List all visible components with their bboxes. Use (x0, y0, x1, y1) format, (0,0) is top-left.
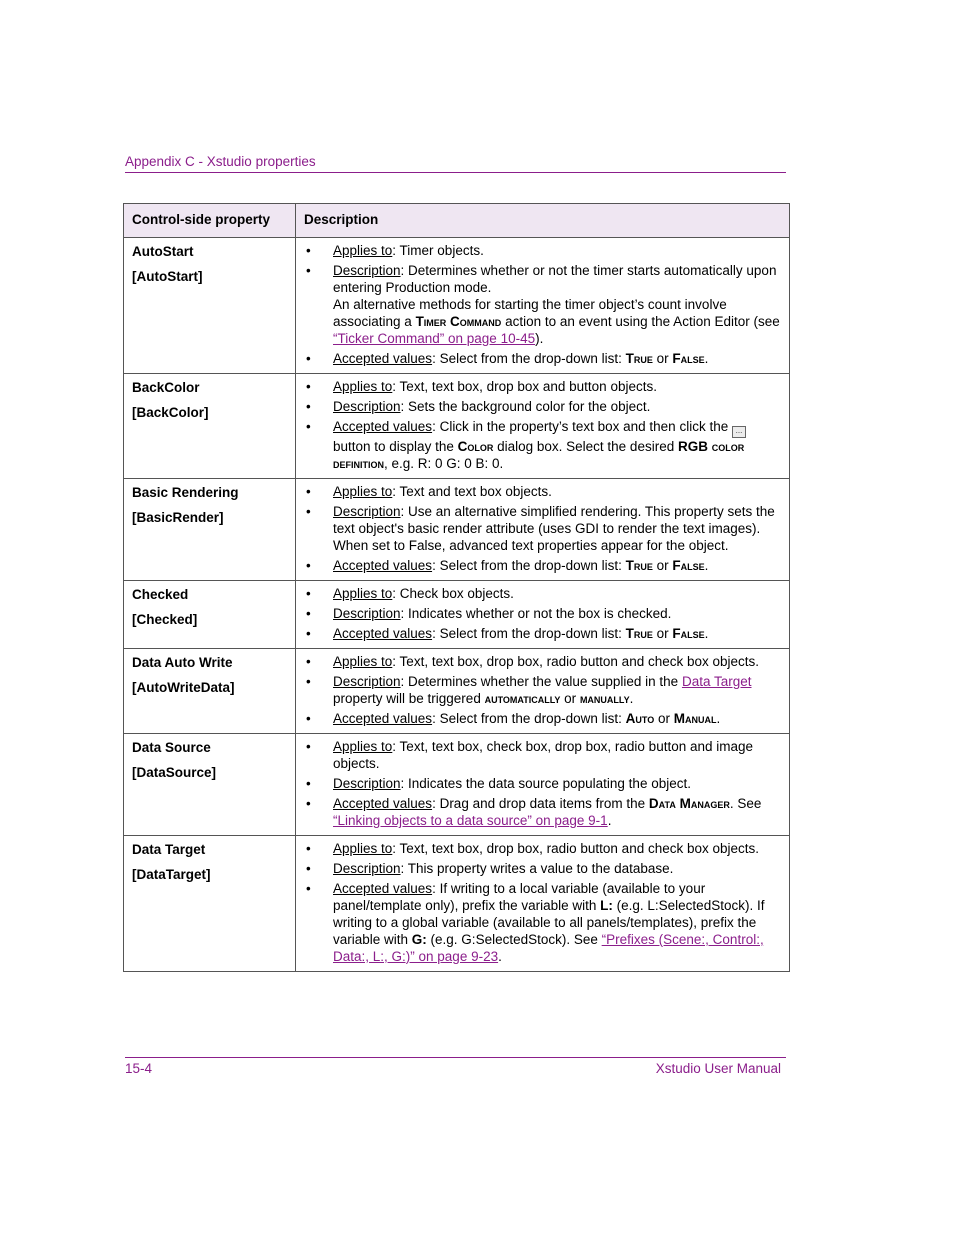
description-cell (296, 479, 790, 581)
description-label: Description (333, 606, 401, 621)
applies-label: Applies to (333, 654, 393, 669)
description-cell (296, 734, 790, 836)
cross-reference-link[interactable]: “Ticker Command” on page 10-45 (333, 331, 536, 346)
description-cell (296, 581, 790, 649)
list-item: • Description: Indicates whether or not the box is checked. (304, 605, 781, 622)
property-cell (124, 238, 296, 374)
table-row (124, 238, 790, 374)
table-row (124, 581, 790, 649)
accepted-label: Accepted values (333, 419, 433, 434)
accepted-label: Accepted values (333, 626, 433, 641)
property-cell (124, 581, 296, 649)
list-item: • Applies to: Text, text box, drop box and button objects. (304, 378, 781, 395)
list-item: • Applies to: Text, text box, drop box, radio button and check box objects. (304, 653, 781, 670)
description-cell (296, 374, 790, 479)
property-cell (124, 479, 296, 581)
property-code: [DataSource] (132, 765, 217, 780)
manual-title: Xstudio User Manual (655, 1061, 781, 1076)
property-code: [AutoStart] (132, 269, 203, 284)
list-item: • Accepted values: Select from the drop-down list: Auto or Manual. (304, 710, 781, 727)
property-name: BackColor (132, 380, 200, 395)
applies-label: Applies to (333, 586, 393, 601)
property-cell (124, 836, 296, 972)
list-item: • Accepted values: If writing to a local variable (available to your panel/template only), prefix the variable with L: (e.g. L:SelectedStock). If writing to a global variable (available to all panels/templates), prefix the variable with G: (e.g. G:SelectedStock). See “Prefixes (Scene:, Control:, Data:, L:, G:)” on page 9-23. (304, 880, 781, 965)
cross-reference-link[interactable]: “Linking objects to a data source” on page 9-1 (333, 813, 608, 828)
list-item: • Applies to: Check box objects. (304, 585, 781, 602)
property-code: [Checked] (132, 612, 198, 627)
accepted-label: Accepted values (333, 558, 433, 573)
table-row (124, 734, 790, 836)
running-header: Appendix C - Xstudio properties (125, 154, 316, 169)
property-name: Data Auto Write (132, 655, 233, 670)
list-item: • Description: Determines whether or not the timer starts automatically upon entering Production mode. An alternative methods for starting the timer object’s count involve associating a Timer Command action to an event using the Action Editor (see “Ticker Command” on page 10-45). (304, 262, 781, 347)
property-cell (124, 734, 296, 836)
list-item: • Applies to: Text and text box objects. (304, 483, 781, 500)
list-item: • Accepted values: Drag and drop data items from the Data Manager. See “Linking objects to a data source” on page 9-1. (304, 795, 781, 829)
column-header-property: Control-side property (124, 204, 296, 238)
applies-label: Applies to (333, 739, 393, 754)
accepted-label: Accepted values (333, 711, 433, 726)
list-item: • Applies to: Timer objects. (304, 242, 781, 259)
accepted-label: Accepted values (333, 351, 433, 366)
list-item: • Description: Determines whether the value supplied in the Data Target property will be triggered automatically or manually. (304, 673, 781, 707)
property-code: [DataTarget] (132, 867, 211, 882)
accepted-label: Accepted values (333, 796, 433, 811)
column-header-description: Description (296, 204, 790, 238)
property-code: [AutoWriteData] (132, 680, 235, 695)
description-cell (296, 238, 790, 374)
properties-table (123, 203, 790, 972)
applies-label: Applies to (333, 484, 393, 499)
footer-divider (125, 1057, 786, 1058)
header-divider (125, 172, 786, 173)
property-cell (124, 649, 296, 734)
property-name: AutoStart (132, 244, 194, 259)
description-label: Description (333, 399, 401, 414)
table-row (124, 479, 790, 581)
table-row (124, 374, 790, 479)
property-name: Data Target (132, 842, 206, 857)
list-item: • Accepted values: Select from the drop-down list: True or False. (304, 557, 781, 574)
table-header-row (124, 204, 790, 238)
list-item: • Description: Sets the background color for the object. (304, 398, 781, 415)
table-row (124, 836, 790, 972)
description-label: Description (333, 504, 401, 519)
list-item: • Applies to: Text, text box, drop box, radio button and check box objects. (304, 840, 781, 857)
list-item: • Accepted values: Select from the drop-down list: True or False. (304, 350, 781, 367)
list-item: • Accepted values: Select from the drop-down list: True or False. (304, 625, 781, 642)
list-item: • Accepted values: Click in the property’s text box and then click the ... button to display the Color dialog box. Select the desired RGB color definition, e.g. R: 0 G: 0 B: 0. (304, 418, 781, 472)
description-label: Description (333, 263, 401, 278)
description-label: Description (333, 861, 401, 876)
description-label: Description (333, 776, 401, 791)
list-item: • Applies to: Text, text box, check box, drop box, radio button and image objects. (304, 738, 781, 772)
page-number: 15-4 (125, 1061, 153, 1076)
list-item: • Description: This property writes a value to the database. (304, 860, 781, 877)
ellipsis-button-icon: ... (732, 426, 746, 438)
property-code: [BackColor] (132, 405, 209, 420)
property-name: Checked (132, 587, 189, 602)
applies-label: Applies to (333, 243, 393, 258)
cross-reference-link[interactable]: Data Target (681, 674, 752, 689)
cross-reference-link[interactable]: “Prefixes (Scene:, Control:, Data:, L:, G:)” on page 9-23 (333, 932, 764, 964)
description-cell (296, 836, 790, 972)
table-row (124, 649, 790, 734)
property-name: Basic Rendering (132, 485, 239, 500)
applies-label: Applies to (333, 841, 393, 856)
description-label: Description (333, 674, 401, 689)
list-item: • Description: Indicates the data source populating the object. (304, 775, 781, 792)
property-cell (124, 374, 296, 479)
property-name: Data Source (132, 740, 211, 755)
applies-label: Applies to (333, 379, 393, 394)
accepted-label: Accepted values (333, 881, 433, 896)
property-code: [BasicRender] (132, 510, 224, 525)
description-cell (296, 649, 790, 734)
list-item: • Description: Use an alternative simplified rendering. This property sets the text object's basic render attribute (uses GDI to render the text images). When set to False, advanced text properties appear for the object. (304, 503, 781, 554)
